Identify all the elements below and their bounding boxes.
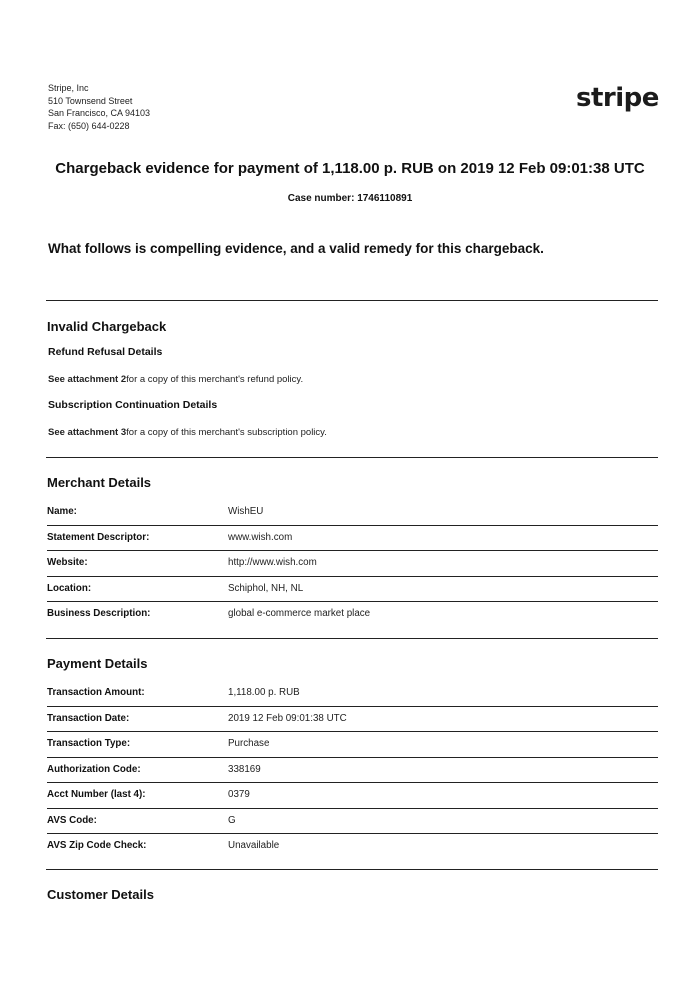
row-label: Statement Descriptor: bbox=[47, 531, 150, 543]
table-row bbox=[47, 834, 658, 859]
row-value: global e-commerce market place bbox=[228, 608, 371, 619]
invalid-chargeback-heading: Invalid Chargeback bbox=[47, 319, 167, 334]
attachment-reference: See attachment 2 bbox=[48, 374, 127, 385]
merchant-details-heading: Merchant Details bbox=[47, 475, 152, 490]
refund-refusal-heading: Refund Refusal Details bbox=[48, 346, 163, 358]
address-line: Fax: (650) 644-0228 bbox=[48, 120, 130, 131]
company-address bbox=[48, 82, 150, 132]
refund-policy-text: for a copy of this merchant's refund policy. bbox=[126, 374, 304, 385]
row-label: Acct Number (last 4): bbox=[47, 789, 146, 800]
address-line: San Francisco, CA 94103 bbox=[48, 108, 151, 118]
table-row bbox=[47, 783, 658, 809]
row-label: Business Description: bbox=[47, 608, 151, 619]
case-number bbox=[0, 193, 700, 204]
evidence-statement: What follows is compelling evidence, and a valid remedy for this chargeback. bbox=[48, 241, 544, 256]
page-title: Chargeback evidence for payment of 1,118.00 p. RUB on 2019 12 Feb 09:01:38 UTC bbox=[55, 160, 645, 177]
payment-details-table bbox=[47, 681, 658, 859]
table-row bbox=[47, 758, 658, 784]
table-row bbox=[47, 577, 658, 603]
attachment-reference: See attachment 3 bbox=[48, 427, 127, 438]
merchant-details-table bbox=[47, 500, 658, 627]
row-label: Location: bbox=[47, 582, 92, 594]
row-label: Transaction Date: bbox=[47, 712, 130, 724]
case-number-value: 1746110891 bbox=[357, 193, 413, 204]
row-label: Authorization Code: bbox=[47, 763, 141, 775]
table-row bbox=[47, 707, 658, 733]
subscription-continuation-heading: Subscription Continuation Details bbox=[48, 399, 218, 411]
row-value: 1,118.00 p. RUB bbox=[228, 687, 300, 698]
row-value: http://www.wish.com bbox=[228, 557, 317, 568]
row-value: G bbox=[228, 814, 236, 826]
stripe-logo: stripe bbox=[576, 83, 659, 113]
row-value: Schiphol, NH, NL bbox=[228, 582, 304, 594]
section-divider bbox=[46, 869, 658, 870]
table-row bbox=[47, 809, 658, 835]
section-divider bbox=[46, 638, 658, 639]
row-value: 338169 bbox=[228, 763, 261, 775]
row-label: Transaction Amount: bbox=[47, 687, 145, 698]
row-value: Unavailable bbox=[228, 840, 280, 851]
table-row bbox=[47, 500, 658, 526]
subscription-policy-text: for a copy of this merchant's subscription policy. bbox=[126, 427, 327, 438]
case-number-label: Case number: bbox=[287, 193, 355, 204]
table-row bbox=[47, 732, 658, 758]
subscription-policy-note bbox=[48, 427, 327, 438]
payment-details-heading: Payment Details bbox=[47, 656, 148, 671]
address-line: Stripe, Inc bbox=[48, 83, 89, 93]
row-label: AVS Code: bbox=[47, 814, 97, 826]
table-row bbox=[47, 681, 658, 707]
refund-policy-note bbox=[48, 374, 303, 385]
section-divider bbox=[46, 300, 658, 301]
row-value: 2019 12 Feb 09:01:38 UTC bbox=[228, 712, 347, 724]
row-label: Website: bbox=[47, 557, 88, 568]
table-row bbox=[47, 551, 658, 577]
row-label: Transaction Type: bbox=[47, 738, 131, 749]
row-value: Purchase bbox=[228, 738, 270, 749]
row-label: AVS Zip Code Check: bbox=[47, 840, 147, 851]
row-label: Name: bbox=[47, 506, 77, 517]
row-value: www.wish.com bbox=[228, 531, 293, 543]
customer-details-heading: Customer Details bbox=[47, 887, 154, 902]
row-value: WishEU bbox=[228, 506, 264, 517]
table-row bbox=[47, 602, 658, 627]
row-value: 0379 bbox=[228, 789, 250, 800]
section-divider bbox=[46, 457, 658, 458]
table-row bbox=[47, 526, 658, 552]
address-line: 510 Townsend Street bbox=[48, 95, 133, 106]
